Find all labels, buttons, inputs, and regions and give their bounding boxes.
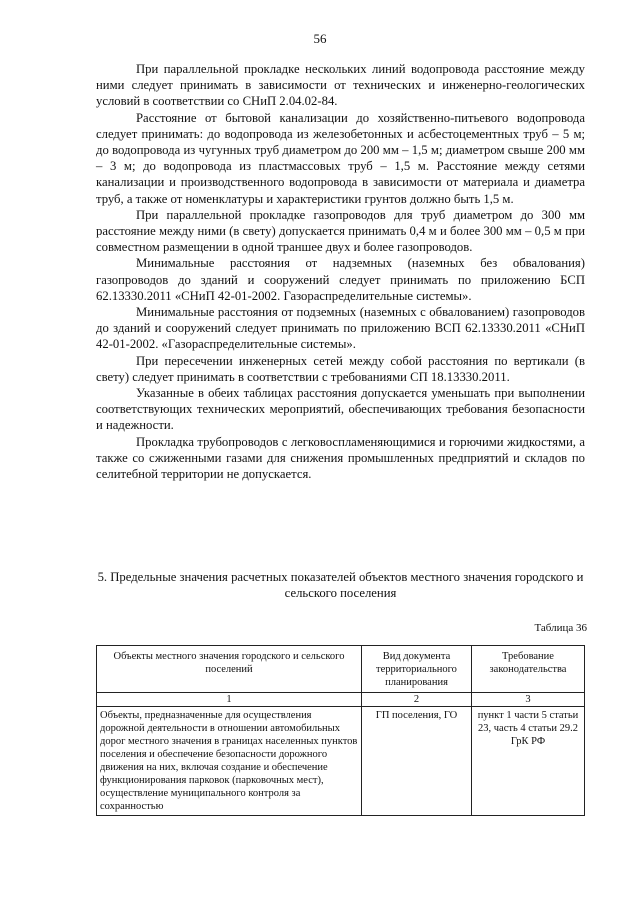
paragraph: При параллельной прокладке газопроводов для труб диаметром до 300 мм расстояние между ними (в свету) допускается принимать 0,4 м и более 300 мм – 0,5 м при совместном размещении в одной траншее двух и более газопроводов. xyxy=(96,207,585,255)
table-header-row xyxy=(97,646,585,693)
table-column-number: 1 xyxy=(97,693,362,707)
table-column-number: 3 xyxy=(472,693,585,707)
paragraph: Указанные в обеих таблицах расстояния допускается уменьшать при выполнении соответствующих технических мероприятий, обеспечивающих требования безопасности и надежности. xyxy=(96,386,585,433)
body-text xyxy=(96,61,585,482)
table-header-cell: Требование законодательства xyxy=(472,646,585,693)
table-cell: ГП поселения, ГО xyxy=(362,707,472,816)
paragraph: Расстояние от бытовой канализации до хозяйственно-питьевого водопровода следует принимать: до водопровода из железобетонных и асбестоцементных труб – 5 м; до водопровода из чугунных труб диаметром до 200 мм – 1,5 м; диаметром свыше 200 мм – 3 м; до водопровода из пластмассовых труб – 1,5 м. Расстояние между сетями канализации и производственного водопровода в зависимости от материала и диаметра труб, а также от номенклатуры и характеристики грунтов должно быть 1,5 м. xyxy=(96,110,585,206)
table-cell: пункт 1 части 5 статьи 23, часть 4 статьи 29.2 ГрК РФ xyxy=(472,707,585,816)
table-cell: Объекты, предназначенные для осуществления дорожной деятельности в отношении автомобильных дорог местного значения в границах населенных пунктов поселения и обеспечение безопасности дорожного движения на них, включая создание и обеспечение функционирования парковок (парковочных мест), осуществление муниципального контроля за сохранностью xyxy=(97,707,362,816)
section-heading: 5. Предельные значения расчетных показателей объектов местного значения городского и сельского поселения xyxy=(97,570,584,601)
paragraph: Минимальные расстояния от подземных (наземных с обвалованием) газопроводов до зданий и сооружений следует принимать по приложению ВСП 62.13330.2011 «СНиП 42-01-2002. «Газораспределительные системы». xyxy=(96,305,585,352)
paragraph: Прокладка трубопроводов с легковоспламеняющимися и горючими жидкостями, а также со сжиженными газами для снижения промышленных предприятий и складов по селитебной территории не допускается. xyxy=(96,434,585,482)
table-row xyxy=(97,707,585,816)
paragraph: При параллельной прокладке нескольких линий водопровода расстояние между ними следует принимать в зависимости от технических и инженерно-геологических условий в соответствии со СНиП 2.04.02-84. xyxy=(96,62,585,109)
table-header-cell: Объекты местного значения городского и сельского поселений xyxy=(97,646,362,693)
table-header-cell: Вид документа территориального планирования xyxy=(362,646,472,693)
data-table xyxy=(96,645,585,816)
table-column-number-row xyxy=(97,693,585,707)
paragraph: Минимальные расстояния от надземных (наземных без обвалования) газопроводов до зданий и сооружений следует принимать по приложению БСП 62.13330.2011 «СНиП 42-01-2002. Газораспределительные системы». xyxy=(96,256,585,303)
page-number: 56 xyxy=(313,31,327,46)
paragraph: При пересечении инженерных сетей между собой расстояния по вертикали (в свету) следует принимать в соответствии с требованиями СП 18.13330.2011. xyxy=(96,353,585,384)
table-caption: Таблица 36 xyxy=(534,622,587,634)
table-column-number: 2 xyxy=(362,693,472,707)
